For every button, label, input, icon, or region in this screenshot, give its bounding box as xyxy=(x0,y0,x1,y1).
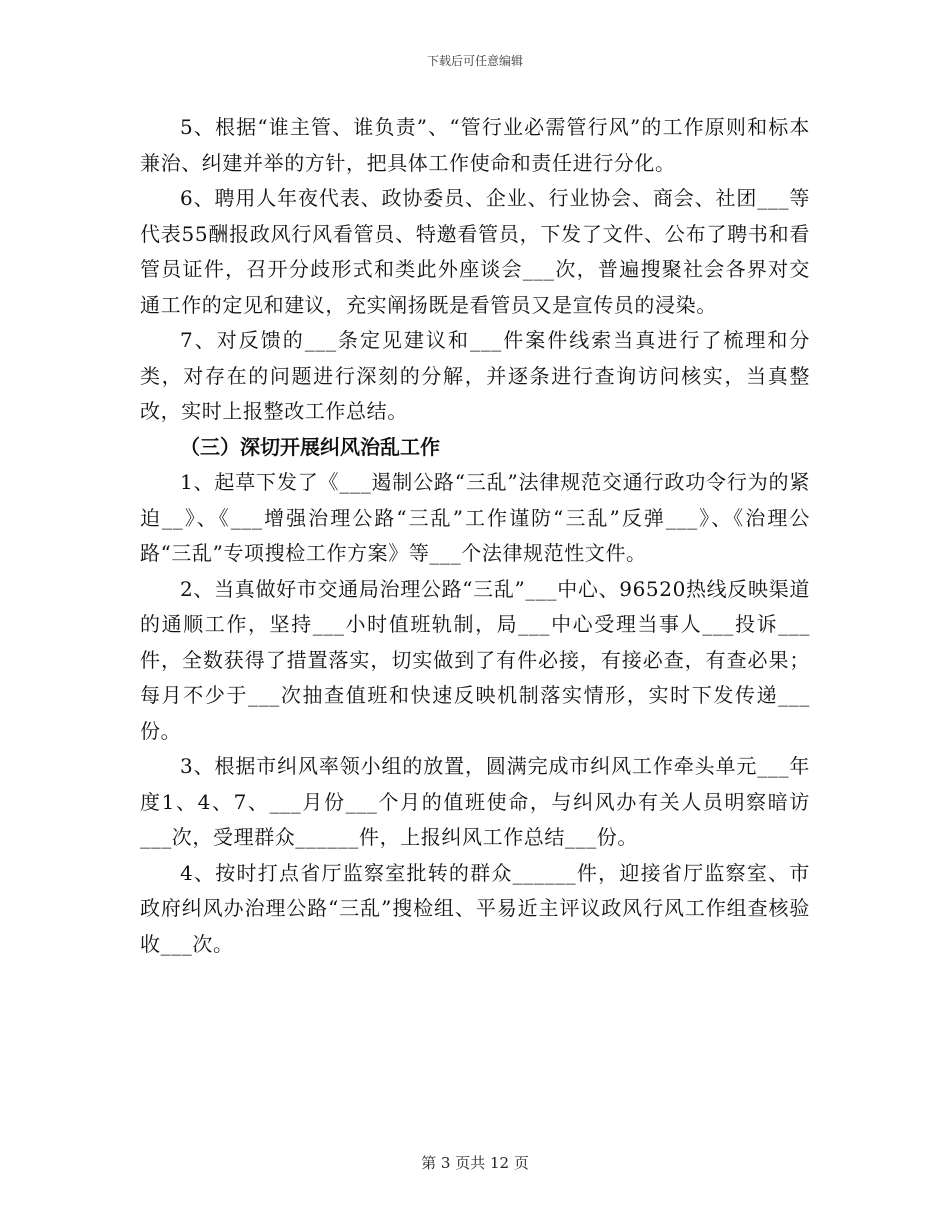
page-footer: 第 3 页共 12 页 xyxy=(421,1154,529,1172)
paragraph-2: 2、当真做好市交通局治理公路“三乱”___中心、96520热线反映渠道的通顺工作，坚持___小时值班轨制，局___中心受理当事人___投诉___件，全数获得了措置落实，切实做到了有件必接，有接必查，有查必果；每月不少于___次抽查值班和快速反映机制落实情形，实时下发传递___份。 xyxy=(140,576,810,743)
section-heading: （三）深切开展纠风治乱工作 xyxy=(180,434,440,459)
paragraph-3: 3、根据市纠风率领小组的放置，圆满完成市纠风工作牵头单元___年度1、4、7、___月份___个月的值班使命，与纠风办有关人员明察暗访___次，受理群众______件，上报纠风工作总结___份。 xyxy=(140,754,810,849)
document-body xyxy=(140,110,810,962)
paragraph-4: 4、按时打点省厅监察室批转的群众______件，迎接省厅监察室、市政府纠风办治理公路“三乱”搜检组、平易近主评议政风行风工作组查核验收___次。 xyxy=(140,860,810,956)
paragraph-1: 1、起草下发了《___遏制公路“三乱”法律规范交通行政功令行为的紧迫__》、《___增强治理公路“三乱”工作谨防“三乱”反弹___》、《治理公路“三乱”专项搜检工作方案》等___个法律规范性文件。 xyxy=(140,470,810,565)
page-header: 下载后可任意编辑 xyxy=(426,54,523,68)
paragraph-6: 6、聘用人年夜代表、政协委员、企业、行业协会、商会、社团___等代表55酬报政风行风看管员、特邀看管员，下发了文件、公布了聘书和看管员证件，召开分歧形式和类此外座谈会___次，普遍搜聚社会各界对交通工作的定见和建议，充实阐扬既是看管员又是宣传员的浸染。 xyxy=(140,186,810,317)
paragraph-7: 7、对反馈的___条定见建议和___件案件线索当真进行了梳理和分类，对存在的问题进行深刻的分解，并逐条进行查询访问核实，当真整改，实时上报整改工作总结。 xyxy=(140,328,810,423)
paragraph-5: 5、根据“谁主管、谁负责”、“管行业必需管行风”的工作原则和标本兼治、纠建并举的方针，把具体工作使命和责任进行分化。 xyxy=(140,115,810,175)
